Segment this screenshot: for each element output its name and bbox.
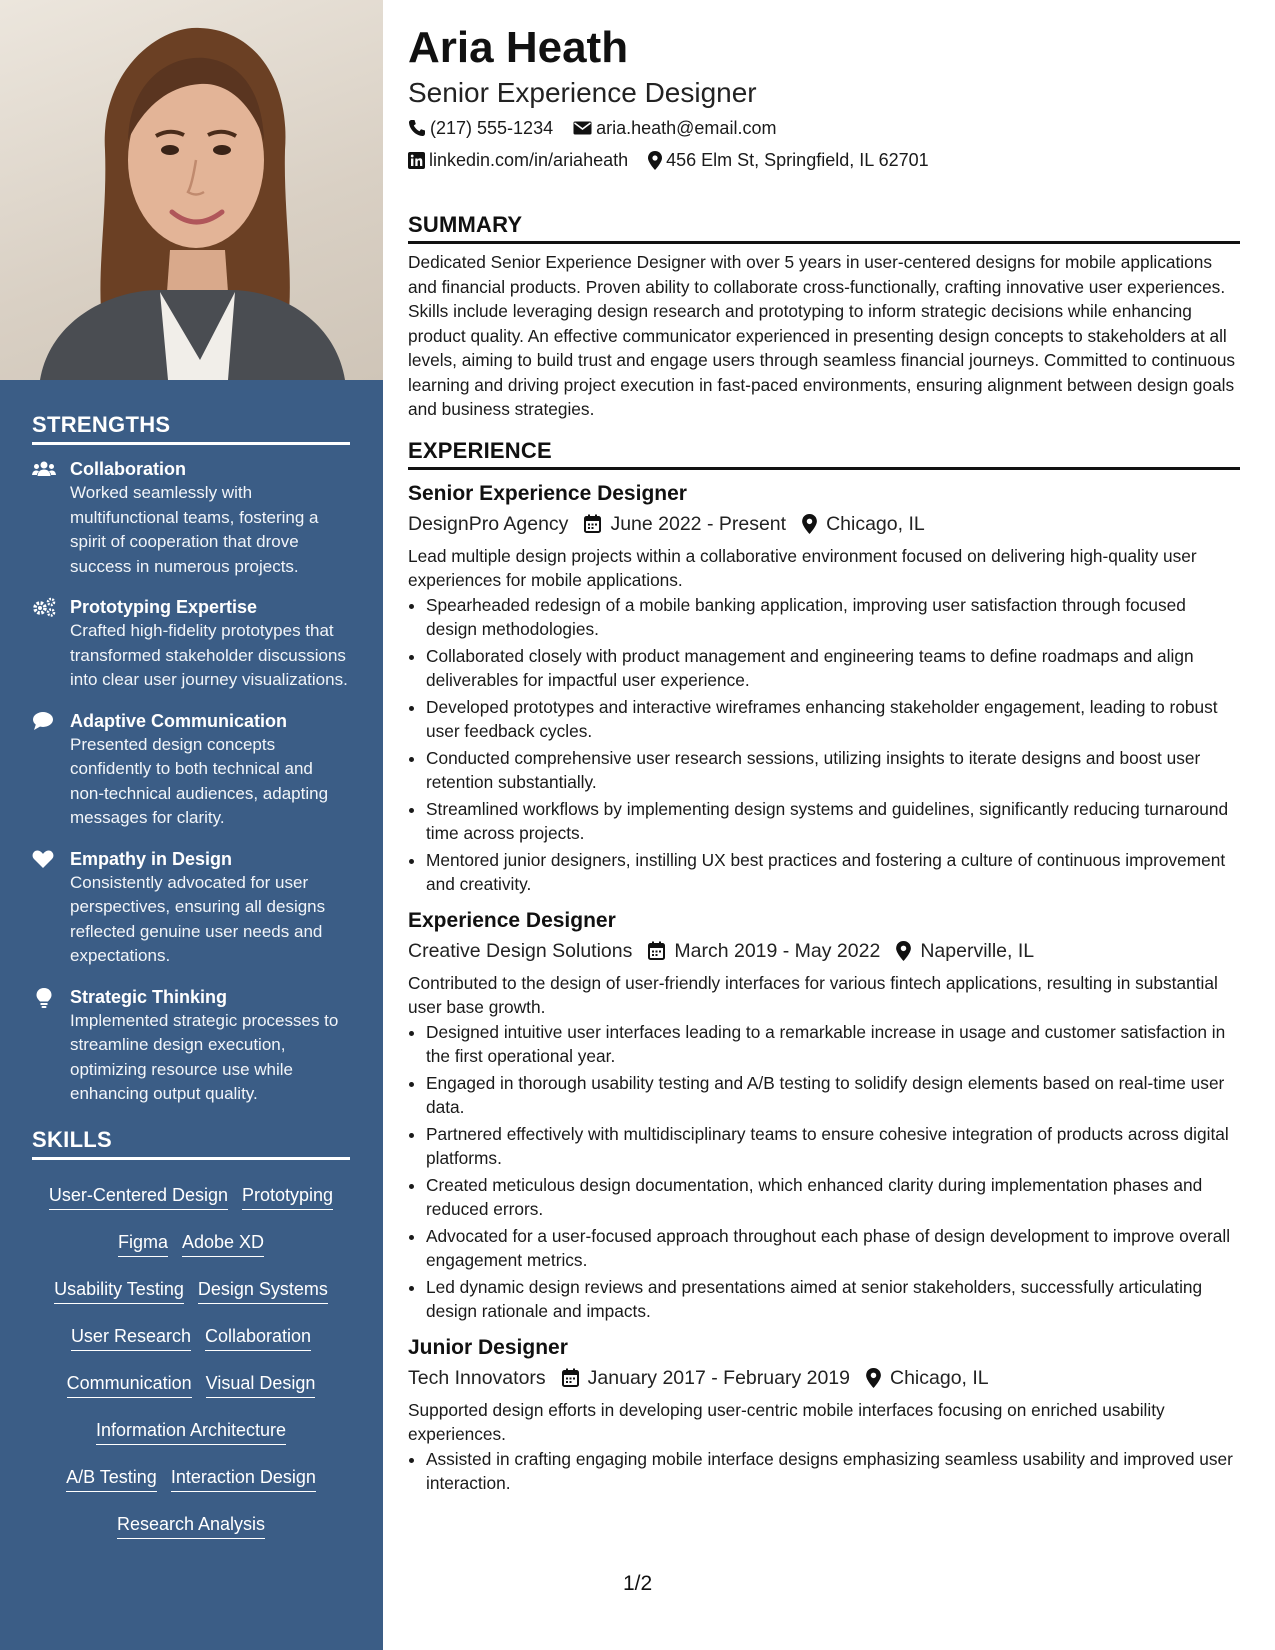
skill-chip: Figma [118,1231,168,1257]
list-item: • Assisted in crafting engaging mobile interface designs emphasizing seamless usability and improved user interaction. [426,1447,1240,1496]
strength-title: Collaboration [70,459,186,479]
portrait-illustration [0,0,383,380]
job-entry [408,1334,1240,1496]
skill-chip: Research Analysis [117,1513,265,1539]
map-pin-icon [802,514,817,534]
job-description: Supported design efforts in developing user-centric mobile interfaces focusing on enriched usability experiences. [408,1399,1165,1444]
skills-list [32,1172,350,1552]
list-item: • Created meticulous design documentation, which enhanced clarity during implementation phases and reduced errors. [426,1173,1240,1222]
job-bullets [408,593,1240,897]
job-meta [408,937,1240,965]
skill-chip: Usability Testing [54,1278,184,1304]
list-item: • Spearheaded redesign of a mobile banking application, improving user satisfaction through focused design methodologies. [426,593,1240,642]
summary-text: Dedicated Senior Experience Designer with over 5 years in user-centered designs for mobile applications and financial products. Proven ability to collaborate cross-functionally, crafting innovative user experiences. Skills include leveraging design research and prototyping to inform strategic decisions while enhancing product quality. An effective communicator experienced in presenting design concepts to stakeholders at all levels, aiming to build trust and engage users through seamless financial journeys. Committed to continuous learning and driving project execution in fast-paced environments, ensuring alignment between design goals and business strategies. [408,252,1236,419]
map-pin-icon [866,1368,881,1388]
job-dates [648,937,880,965]
strength-title: Empathy in Design [70,848,233,869]
heart-icon [32,847,70,969]
job-company: DesignPro Agency [408,512,569,535]
list-item: • Advocated for a user-focused approach throughout each phase of design development to improve overall engagement metrics. [426,1224,1240,1273]
contact-row [408,148,1240,172]
skill-chip: Design Systems [198,1278,328,1304]
location-text: Chicago, IL [826,512,925,535]
job-dates [562,1364,850,1392]
phone-text: (217) 555-1234 [430,118,554,138]
gears-icon [32,595,70,693]
page-number: 1/2 [623,1572,653,1595]
job-description: Contributed to the design of user-friendly interfaces for various fintech applications, resulting in substantial user base growth. [408,972,1218,1017]
strength-description: Crafted high-fidelity prototypes that transformed stakeholder discussions into clear user journey visualizations. [70,621,348,689]
list-item: • Engaged in thorough usability testing and A/B testing to solidify design elements based on real-time user data. [426,1071,1240,1120]
envelope-icon [573,120,592,136]
strength-title: Prototyping Expertise [70,597,258,617]
speech-bubble-icon [32,709,70,831]
skill-chip: Information Architecture [96,1419,286,1445]
strength-description: Implemented strategic processes to streamline design execution, optimizing resource use while enhancing output quality. [70,1010,339,1103]
map-pin-icon [896,941,911,961]
sidebar-content [32,412,350,1552]
phone-icon [408,119,426,137]
strength-item [32,985,350,1107]
calendar-icon [584,514,601,533]
strength-item [32,709,350,831]
job-company: Tech Innovators [408,1366,546,1389]
strength-description: Worked seamlessly with multifunctional teams, fostering a spirit of cooperation that drove success in numerous projects. [70,483,319,576]
skill-chip: Collaboration [205,1325,311,1351]
list-item: • Streamlined workflows by implementing design systems and guidelines, significantly reducing turnaround time across projects. [426,797,1240,846]
job-location [896,937,1034,965]
calendar-icon [562,1368,579,1387]
job-dates [584,510,786,538]
job-entry [408,480,1240,897]
strength-title: Strategic Thinking [70,986,228,1007]
users-icon [32,457,70,579]
dates-text: March 2019 - May 2022 [674,939,881,962]
contact-email [573,116,776,140]
list-item: • Conducted comprehensive user research sessions, utilizing insights to iterate designs and boost user retention substantially. [426,746,1240,795]
experience-heading: EXPERIENCE [408,438,1240,470]
job-bullets [408,1020,1240,1324]
skill-chip: A/B Testing [66,1466,157,1492]
job-title: Senior Experience Designer [408,481,687,505]
strengths-heading: STRENGTHS [32,412,350,445]
location-text: Naperville, IL [920,939,1035,962]
skill-chip: Visual Design [206,1372,316,1398]
contact-linkedin [408,148,628,172]
linkedin-text: linkedin.com/in/ariaheath [429,150,629,170]
calendar-icon [648,941,665,960]
email-text: aria.heath@email.com [596,118,777,138]
candidate-name: Aria Heath [408,23,629,72]
skill-chip: User Research [71,1325,191,1351]
main-content [408,22,1240,1498]
job-company: Creative Design Solutions [408,939,633,962]
skill-chip: Adobe XD [182,1231,264,1257]
lightbulb-icon [32,985,70,1107]
job-location [802,510,925,538]
strength-item [32,847,350,969]
skill-chip: Communication [67,1372,192,1398]
address-text: 456 Elm St, Springfield, IL 62701 [666,150,929,170]
contact-phone [408,116,553,140]
strength-description: Presented design concepts confidently to both technical and non-technical audiences, adapting messages for clarity. [70,734,329,827]
candidate-role: Senior Experience Designer [408,77,757,108]
strength-title: Adaptive Communication [70,710,288,731]
list-item: • Designed intuitive user interfaces leading to a remarkable increase in usage and customer satisfaction in the first operational year. [426,1020,1240,1069]
skill-chip: User-Centered Design [49,1184,228,1210]
job-title: Experience Designer [408,908,616,932]
strength-item [32,457,350,579]
list-item: • Developed prototypes and interactive wireframes enhancing stakeholder engagement, leading to robust user feedback cycles. [426,695,1240,744]
profile-photo [0,0,383,380]
skills-heading: SKILLS [32,1127,350,1160]
dates-text: January 2017 - February 2019 [587,1366,850,1389]
summary-heading: SUMMARY [408,212,1240,244]
list-item: • Mentored junior designers, instilling UX best practices and fostering a culture of continuous improvement and creativity. [426,848,1240,897]
map-pin-icon [648,151,662,170]
job-bullets [408,1447,1240,1496]
strength-item [32,595,350,693]
job-meta [408,1364,1240,1392]
list-item: • Partnered effectively with multidisciplinary teams to ensure cohesive integration of products across digital platforms. [426,1122,1240,1171]
list-item: • Collaborated closely with product management and engineering teams to define roadmaps and align deliverables for impactful user experience. [426,644,1240,693]
location-text: Chicago, IL [890,1366,989,1389]
sidebar [0,0,383,1650]
list-item: • Led dynamic design reviews and presentations aimed at senior stakeholders, successfully articulating design rationale and impacts. [426,1275,1240,1324]
job-location [866,1364,989,1392]
dates-text: June 2022 - Present [610,512,787,535]
contact-row [408,116,1240,140]
skill-chip: Prototyping [242,1184,333,1210]
job-meta [408,510,1240,538]
linkedin-icon [408,152,425,169]
contact-address [648,148,929,172]
skill-chip: Interaction Design [171,1466,316,1492]
job-title: Junior Designer [408,1335,568,1359]
strength-description: Consistently advocated for user perspectives, ensuring all designs reflected genuine user needs and expectations. [70,872,326,965]
job-description: Lead multiple design projects within a collaborative environment focused on delivering high-quality user experiences for mobile applications. [408,545,1197,590]
job-entry [408,907,1240,1324]
